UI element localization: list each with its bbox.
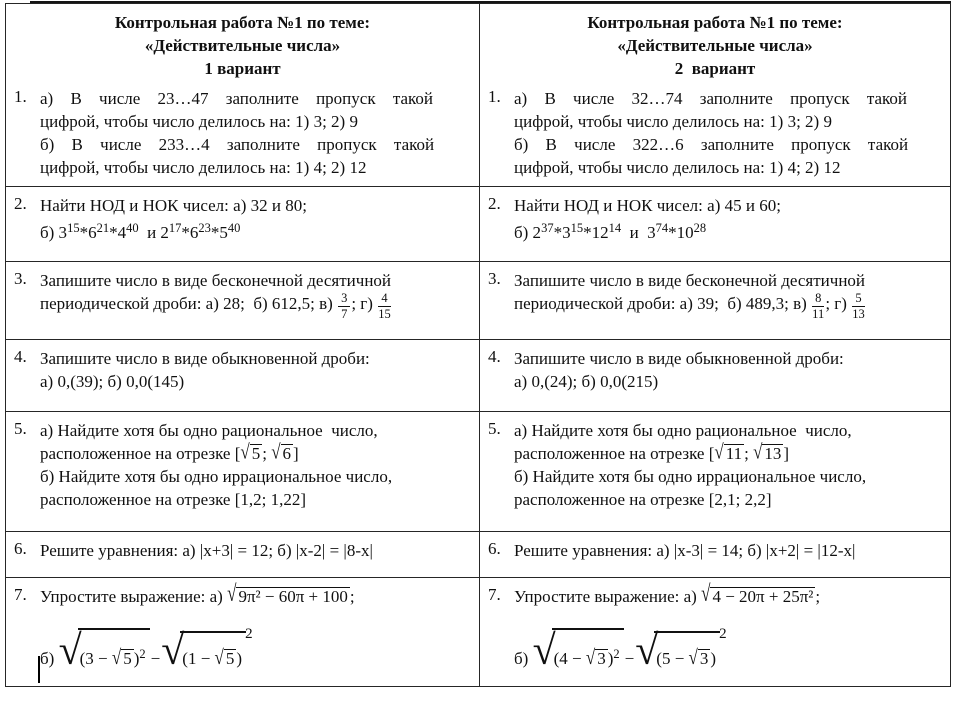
power-exponent: 37 [541, 221, 554, 235]
question-line: расположенное на отрезке [2,1; 2,2] [514, 490, 772, 509]
v2-q2-cell[interactable] [480, 187, 950, 262]
radical-sign: √ [532, 628, 554, 674]
radical-sign: √ [58, 628, 80, 674]
question-line: б) В числе 233…4 заполните пропуск такой [40, 135, 435, 154]
question-line: Запишите число в виде обыкновенной дроби: [40, 349, 370, 368]
square-root [714, 440, 744, 464]
question-line: б) В числе 322…6 заполните пропуск такой [514, 135, 909, 154]
question-line-fractions [514, 292, 942, 321]
question-line: цифрой, чтобы число делилось на: 1) 3; 2) 9 [514, 112, 832, 131]
radical-sign: √ [240, 440, 250, 464]
radical-sign: √ [271, 440, 281, 464]
question-line: Запишите число в виде бесконечной десятичной [514, 271, 866, 290]
question-line-roots [514, 442, 942, 465]
v2-header-and-q1-cell[interactable] [480, 4, 950, 187]
question-line-fractions [40, 292, 471, 321]
radicand [180, 631, 246, 667]
question-number: 6. [488, 539, 501, 558]
v1-q4-cell[interactable] [6, 340, 480, 412]
v2-question-4 [488, 347, 942, 393]
square-root [688, 645, 711, 669]
radical-sign: √ [111, 645, 122, 669]
big-square-root [532, 628, 624, 674]
v2-header [488, 11, 942, 80]
expression-text: (3 − [79, 649, 112, 668]
question-line: Запишите число в виде обыкновенной дроби: [514, 349, 844, 368]
question-number: 5. [488, 419, 501, 438]
radical-sign: √ [714, 440, 724, 464]
radicand: 3 [699, 649, 709, 668]
question-line-nested-roots [40, 608, 471, 685]
question-text: ; [262, 444, 272, 463]
fraction [811, 292, 825, 321]
question-number: 5. [14, 419, 27, 438]
fraction-denominator: 7 [341, 307, 348, 322]
v1-question-2 [14, 194, 471, 244]
question-line: а) 0,(24); б) 0,0(215) [514, 372, 659, 391]
v1-question-5 [14, 419, 471, 511]
minus-operator: − [624, 649, 635, 668]
power-exponent: 40 [227, 221, 241, 235]
v2-question-1 [488, 87, 942, 179]
radicand: 3 [597, 649, 606, 668]
power-base: *6 [181, 223, 199, 242]
question-number: 7. [488, 585, 501, 604]
question-text: Упростите выражение: а) [514, 587, 702, 606]
v1-question-7 [14, 580, 471, 685]
question-number: 1. [488, 87, 501, 106]
question-line: а) В числе 32…74 заполните пропуск такой [514, 89, 908, 108]
question-text: Упростите выражение: а) [40, 587, 228, 606]
question-line-nested-roots [514, 608, 942, 685]
v2-question-3 [488, 269, 942, 321]
expression-text: ) [710, 649, 717, 668]
radicand: 11 [725, 444, 743, 463]
question-number: 1. [14, 87, 27, 106]
question-text: расположенное на отрезке [ [40, 444, 241, 463]
v1-title-line1: Контрольная работа №1 по теме: [114, 13, 371, 32]
square-root [227, 580, 350, 607]
power-base: б) 2 [514, 223, 542, 242]
question-text: ; [744, 444, 754, 463]
radicand [654, 631, 720, 667]
radical-sign: √ [585, 645, 596, 669]
power-exponent: 28 [693, 221, 707, 235]
square-root [271, 440, 293, 464]
power-base: *10 [668, 223, 694, 242]
minus-operator: − [150, 649, 161, 668]
expression-text: ) [133, 649, 140, 668]
power-exponent: 74 [655, 221, 669, 235]
v2-q3-cell[interactable] [480, 262, 950, 340]
v1-question-1 [14, 87, 471, 179]
radical-sign: √ [227, 580, 237, 607]
worksheet-table [5, 3, 951, 687]
power-base: *12 [583, 223, 609, 242]
radicand: 5 [123, 649, 132, 668]
text-cursor [38, 656, 40, 683]
square-root [214, 645, 237, 669]
power-base: *5 [210, 223, 228, 242]
question-text: б) [40, 649, 59, 668]
question-line-root [40, 580, 471, 608]
radicand [78, 628, 150, 667]
question-number: 3. [488, 269, 501, 288]
radical-sign: √ [161, 628, 183, 674]
question-line: б) Найдите хотя бы одно иррациональное число, [40, 467, 393, 486]
fraction [377, 292, 392, 321]
question-line: Найти НОД и НОК чисел: а) 45 и 60; [514, 196, 781, 215]
question-number: 2. [14, 194, 27, 213]
power-base: б) 3 [40, 223, 68, 242]
v2-q7-cell[interactable] [480, 578, 950, 686]
square-root [240, 440, 262, 464]
question-line: Решите уравнения: а) |x+3| = 12; б) |x-2| = |8-x| [40, 541, 373, 560]
square-root [753, 440, 783, 464]
v2-question-2 [488, 194, 942, 244]
exponent: 2 [719, 626, 727, 642]
question-line-roots [40, 442, 471, 465]
radical-sign: √ [214, 645, 224, 669]
v2-question-5 [488, 419, 942, 511]
square-root [111, 645, 134, 669]
question-text: периодической дроби: а) 28; б) 612,5; в) [40, 294, 338, 314]
radical-sign: √ [688, 645, 698, 669]
fraction-denominator: 11 [812, 307, 825, 322]
question-line: а) 0,(39); б) 0,0(145) [40, 372, 185, 391]
v2-question-7 [488, 580, 942, 685]
v2-q4-cell[interactable] [480, 340, 950, 412]
question-line: цифрой, чтобы число делилось на: 1) 4; 2) 12 [40, 158, 367, 177]
question-line-powers [514, 217, 942, 244]
question-line: Найти НОД и НОК чисел: а) 32 и 80; [40, 196, 307, 215]
v1-question-4 [14, 347, 471, 393]
big-square-root [58, 628, 150, 674]
fraction-denominator: 15 [378, 307, 391, 322]
v2-variant-label: 2 вариант [674, 59, 756, 78]
v1-q6-cell[interactable] [6, 532, 480, 578]
question-line: б) Найдите хотя бы одно иррациональное число, [514, 467, 867, 486]
v1-header-and-q1-cell[interactable] [6, 4, 480, 187]
question-line-root [514, 580, 942, 608]
v2-question-6 [488, 539, 942, 562]
fraction [851, 292, 866, 321]
radicand [552, 628, 624, 667]
v1-header [14, 11, 471, 80]
power-exponent: 21 [96, 221, 110, 235]
v2-q6-cell[interactable] [480, 532, 950, 578]
expression-text: (1 − [182, 649, 215, 668]
v1-q7-cell[interactable] [6, 578, 480, 686]
expression-text: ) [236, 649, 243, 668]
fraction [337, 292, 351, 321]
question-line: цифрой, чтобы число делилось на: 1) 3; 2) 9 [40, 112, 358, 131]
exponent: 2 [245, 626, 253, 642]
v1-question-6 [14, 539, 471, 562]
power-base: *4 [109, 223, 127, 242]
question-line: а) В числе 23…47 заполните пропуск такой [40, 89, 434, 108]
question-number: 2. [488, 194, 501, 213]
power-exponent: 15 [67, 221, 80, 235]
question-number: 4. [14, 347, 27, 366]
power-exponent: 15 [570, 221, 584, 235]
v1-title-line2: «Действительные числа» [144, 36, 341, 55]
radical-sign: √ [701, 580, 711, 607]
power-exponent: 14 [608, 221, 622, 235]
radicand: 5 [251, 444, 261, 463]
question-line: цифрой, чтобы число делилось на: 1) 4; 2) 12 [514, 158, 841, 177]
exponent: 2 [613, 647, 620, 661]
v1-variant-label: 1 вариант [204, 59, 281, 78]
exponent: 2 [139, 647, 146, 661]
question-text: б) [514, 649, 533, 668]
power-base: *6 [79, 223, 97, 242]
fraction-numerator: 3 [338, 292, 350, 307]
question-line: а) Найдите хотя бы одно рациональное число, [40, 421, 378, 440]
big-square-root [161, 628, 246, 674]
question-text: ; [349, 587, 355, 606]
big-square-root [635, 628, 720, 674]
radicand: 13 [764, 444, 782, 463]
v2-title-line1: Контрольная работа №1 по теме: [587, 13, 843, 32]
conjunction: и 2 [138, 223, 169, 242]
v1-question-3 [14, 269, 471, 321]
radicand: 4 − 20π + 25π² [712, 587, 814, 606]
square-root [585, 645, 608, 669]
question-text: ] [783, 444, 790, 463]
fraction-numerator: 4 [378, 292, 391, 307]
v1-q5-cell[interactable] [6, 412, 480, 532]
square-root [701, 580, 815, 607]
v1-q2-cell[interactable] [6, 187, 480, 262]
question-text: периодической дроби: а) 39; б) 489,3; в) [514, 294, 812, 314]
question-line-powers [40, 217, 471, 244]
radicand: 6 [282, 444, 292, 463]
radicand: 9π² − 60π + 100 [238, 587, 348, 606]
fraction-numerator: 8 [812, 292, 824, 307]
v2-q5-cell[interactable] [480, 412, 950, 532]
question-text: ; г) [825, 294, 852, 314]
fraction-denominator: 13 [852, 307, 865, 322]
question-line: расположенное на отрезке [1,2; 1,22] [40, 490, 306, 509]
expression-text: ) [607, 649, 614, 668]
question-number: 3. [14, 269, 27, 288]
radical-sign: √ [635, 628, 657, 674]
question-text: ; г) [351, 294, 378, 314]
v2-title-line2: «Действительные числа» [617, 36, 813, 55]
question-number: 4. [488, 347, 501, 366]
fraction-numerator: 5 [852, 292, 865, 307]
question-number: 7. [14, 585, 27, 604]
question-line: а) Найдите хотя бы одно рациональное число, [514, 421, 852, 440]
radical-sign: √ [753, 440, 763, 464]
question-number: 6. [14, 539, 27, 558]
question-text: расположенное на отрезке [ [514, 444, 715, 463]
conjunction: и 3 [621, 223, 656, 242]
expression-text: (4 − [553, 649, 586, 668]
question-line: Запишите число в виде бесконечной десятичной [40, 271, 392, 290]
power-exponent: 23 [198, 221, 211, 235]
v1-q3-cell[interactable] [6, 262, 480, 340]
radicand: 5 [225, 649, 235, 668]
power-base: *3 [553, 223, 571, 242]
expression-text: (5 − [656, 649, 689, 668]
question-line: Решите уравнения: а) |x-3| = 14; б) |x+2| = |12-x| [514, 541, 856, 560]
question-text: ] [293, 444, 299, 463]
power-exponent: 40 [126, 221, 139, 235]
power-exponent: 17 [168, 221, 182, 235]
question-text: ; [815, 587, 821, 606]
